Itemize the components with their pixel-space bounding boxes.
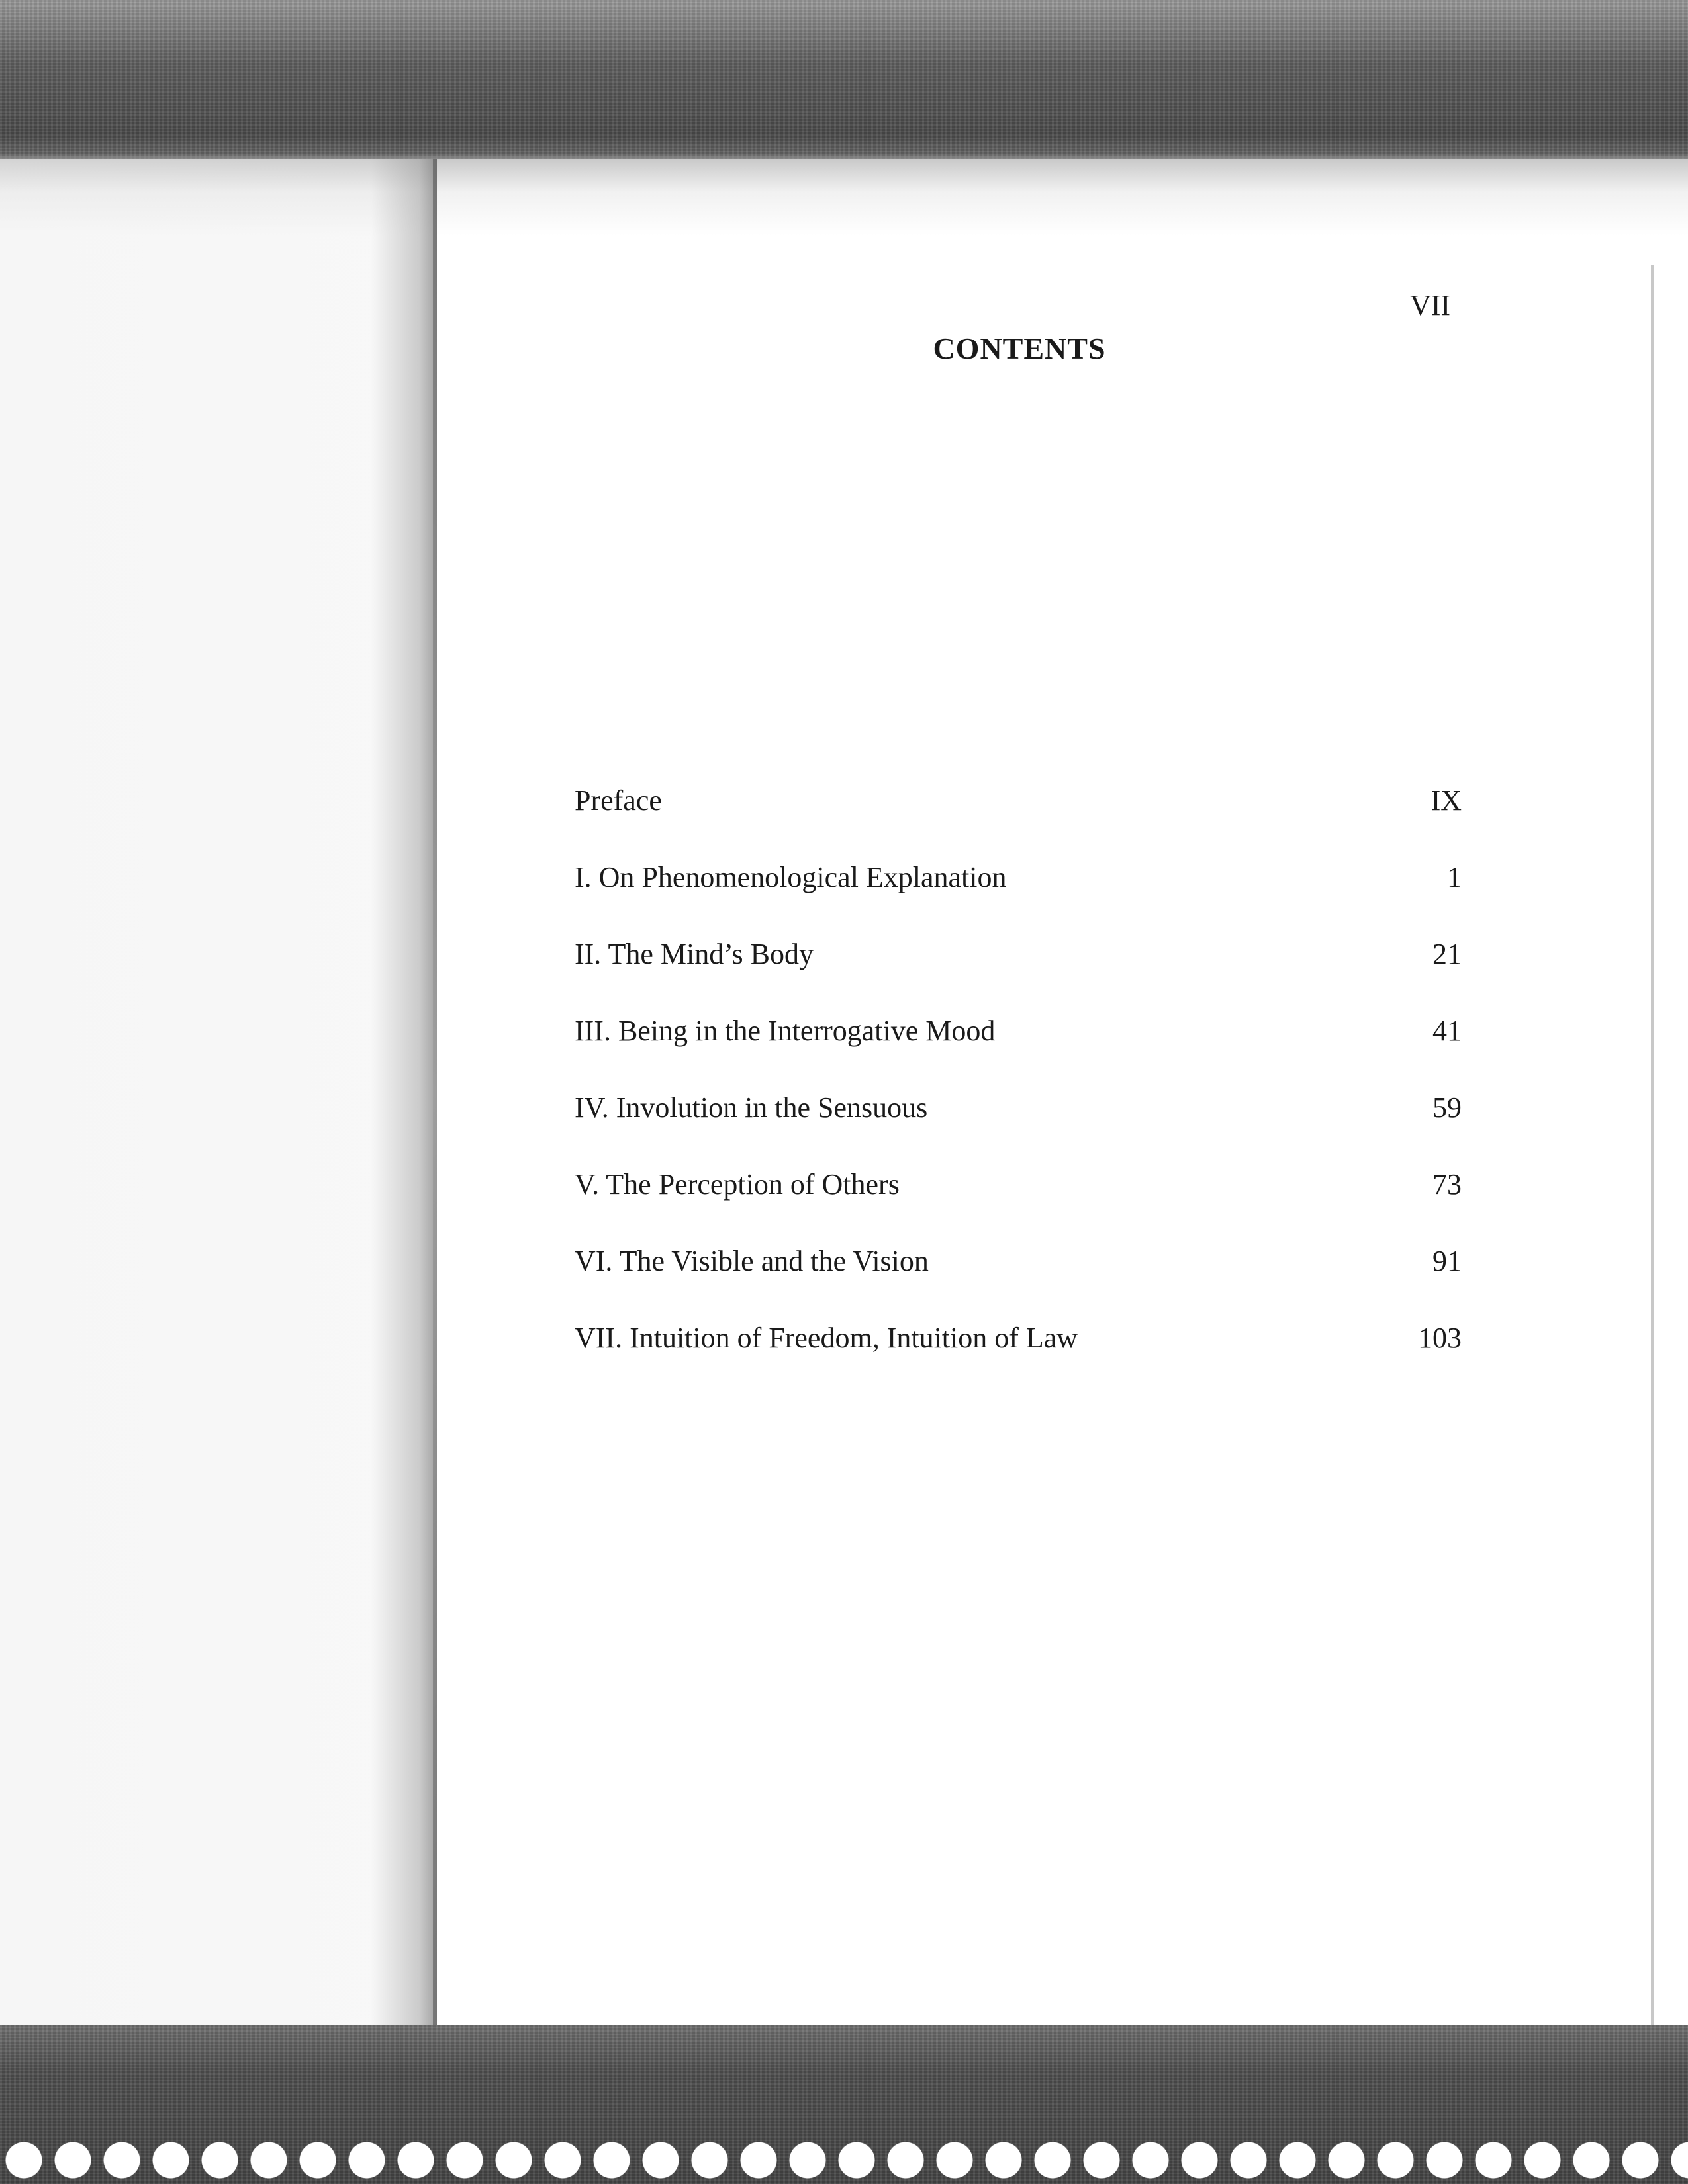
toc-entry-page: 59 (1432, 1091, 1462, 1124)
toc-entry-chapter-3 (575, 1011, 1462, 1088)
toc-entry-chapter-7 (575, 1318, 1462, 1395)
toc-entry-title: VII. Intuition of Freedom, Intuition of Law (575, 1322, 1078, 1354)
page-right-edge (1651, 265, 1654, 2025)
toc-entry-page: 103 (1418, 1322, 1462, 1354)
toc-entry-page: 73 (1432, 1168, 1462, 1201)
binding-holes (0, 2136, 1688, 2184)
page-number: VII (1410, 289, 1451, 322)
scanner-top-band (0, 0, 1688, 159)
toc-entry-chapter-5 (575, 1165, 1462, 1242)
book-gutter (433, 159, 437, 2025)
toc-entry-page: 1 (1447, 861, 1462, 893)
toc-entry-preface (575, 781, 1462, 858)
facing-page-edge (0, 159, 437, 2025)
toc-entry-title: II. The Mind’s Body (575, 938, 814, 970)
toc-entry-title: VI. The Visible and the Vision (575, 1245, 929, 1277)
page-title: CONTENTS (933, 332, 1106, 365)
toc-entry-title: IV. Involution in the Sensuous (575, 1091, 928, 1124)
toc-entry-page: IX (1430, 784, 1462, 817)
toc-entry-page: 41 (1432, 1015, 1462, 1047)
toc-entry-chapter-4 (575, 1088, 1462, 1165)
toc-entry-chapter-2 (575, 934, 1462, 1011)
toc-entry-page: 21 (1432, 938, 1462, 970)
toc-entry-title: V. The Perception of Others (575, 1168, 900, 1201)
toc-entry-page: 91 (1432, 1245, 1462, 1277)
toc-entry-title: I. On Phenomenological Explanation (575, 861, 1007, 893)
toc-entry-title: III. Being in the Interrogative Mood (575, 1015, 996, 1047)
toc-entry-title: Preface (575, 784, 662, 817)
toc-entry-chapter-6 (575, 1242, 1462, 1318)
toc-entry-chapter-1 (575, 858, 1462, 934)
table-of-contents (575, 781, 1462, 1395)
